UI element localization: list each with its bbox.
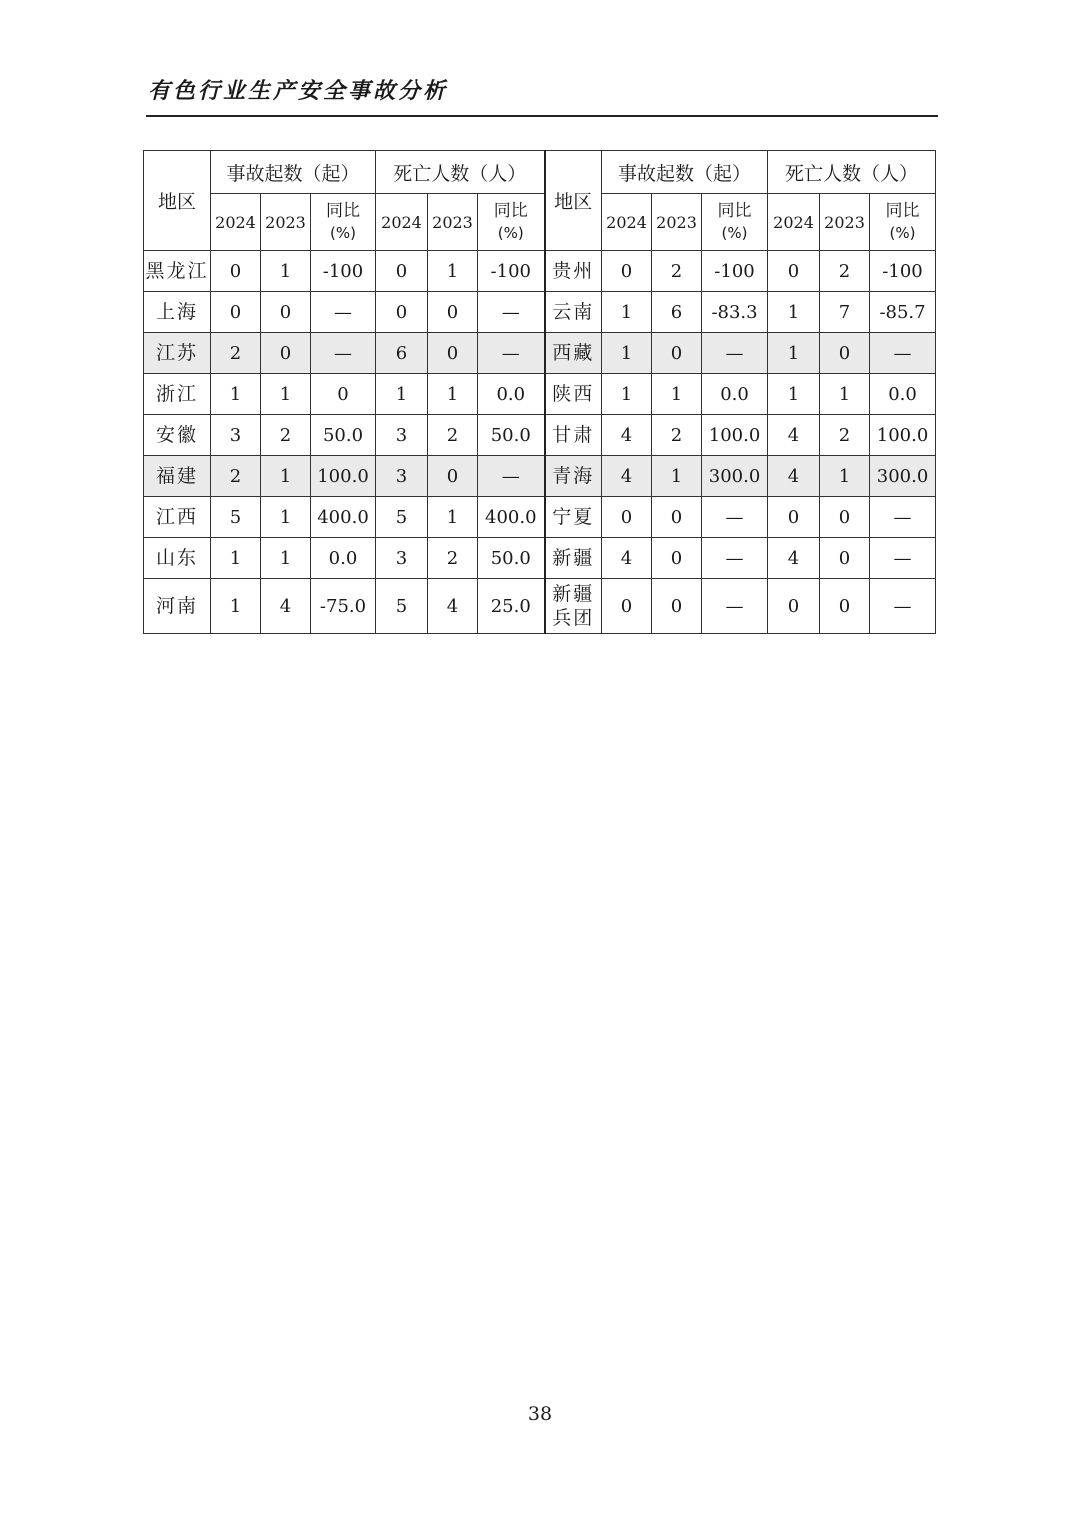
left-accidents-2023-cell: 2 bbox=[261, 415, 311, 456]
right-accidents-2024-cell: 1 bbox=[602, 374, 652, 415]
right-deaths-2024-header: 2024 bbox=[768, 194, 820, 251]
right-deaths-2024-cell: 0 bbox=[768, 251, 820, 292]
right-accidents-yoy-cell: -83.3 bbox=[702, 292, 768, 333]
left-deaths-2023-cell: 2 bbox=[428, 415, 478, 456]
right-deaths-2023-cell: 2 bbox=[820, 251, 870, 292]
left-accidents-yoy-cell: 50.0 bbox=[311, 415, 376, 456]
right-accidents-yoy-cell: — bbox=[702, 497, 768, 538]
left-region-cell: 山东 bbox=[144, 538, 211, 579]
right-region-cell: 云南 bbox=[545, 292, 602, 333]
left-accidents-2023-cell: 1 bbox=[261, 251, 311, 292]
right-deaths-2023-cell: 2 bbox=[820, 415, 870, 456]
right-region-cell: 宁夏 bbox=[545, 497, 602, 538]
right-deaths-yoy-cell: -85.7 bbox=[870, 292, 936, 333]
left-deaths-2024-cell: 0 bbox=[376, 292, 428, 333]
right-accidents-yoy-cell: — bbox=[702, 538, 768, 579]
right-accidents-yoy-cell: 300.0 bbox=[702, 456, 768, 497]
right-region-cell: 西藏 bbox=[545, 333, 602, 374]
yoy-unit: (%) bbox=[889, 224, 916, 242]
left-accidents-2024-cell: 3 bbox=[211, 415, 261, 456]
right-deaths-yoy-cell: 300.0 bbox=[870, 456, 936, 497]
left-region-cell: 河南 bbox=[144, 579, 211, 634]
left-deaths-2024-cell: 5 bbox=[376, 497, 428, 538]
left-region-header: 地区 bbox=[144, 151, 211, 251]
table-row bbox=[144, 333, 936, 374]
left-deaths-2023-cell: 1 bbox=[428, 497, 478, 538]
left-deaths-yoy-cell: — bbox=[478, 456, 545, 497]
right-accidents-yoy-cell: — bbox=[702, 579, 768, 634]
right-accidents-2024-cell: 0 bbox=[602, 251, 652, 292]
left-region-cell: 江苏 bbox=[144, 333, 211, 374]
left-accidents-yoy-cell: -75.0 bbox=[311, 579, 376, 634]
left-accidents-2023-cell: 0 bbox=[261, 333, 311, 374]
table-row bbox=[144, 415, 936, 456]
left-deaths-2024-header: 2024 bbox=[376, 194, 428, 251]
right-accidents-yoy-cell: 0.0 bbox=[702, 374, 768, 415]
table-header-row-years bbox=[144, 194, 936, 251]
left-accidents-2023-cell: 1 bbox=[261, 497, 311, 538]
right-accidents-2024-cell: 4 bbox=[602, 456, 652, 497]
left-accidents-2024-cell: 2 bbox=[211, 333, 261, 374]
right-region-cell: 新疆 bbox=[545, 538, 602, 579]
right-accidents-2024-header: 2024 bbox=[602, 194, 652, 251]
right-deaths-2023-cell: 0 bbox=[820, 333, 870, 374]
left-deaths-2023-cell: 4 bbox=[428, 579, 478, 634]
left-accidents-2024-cell: 2 bbox=[211, 456, 261, 497]
left-accidents-2023-cell: 1 bbox=[261, 374, 311, 415]
right-region-cell: 青海 bbox=[545, 456, 602, 497]
right-accidents-2023-cell: 0 bbox=[652, 497, 702, 538]
table-row bbox=[144, 456, 936, 497]
right-accidents-2023-cell: 6 bbox=[652, 292, 702, 333]
left-accidents-yoy-cell: 0.0 bbox=[311, 538, 376, 579]
left-deaths-2024-cell: 1 bbox=[376, 374, 428, 415]
right-deaths-yoy-cell: — bbox=[870, 333, 936, 374]
left-accidents-2024-cell: 0 bbox=[211, 292, 261, 333]
header-divider bbox=[146, 115, 938, 117]
table-header-row-groups bbox=[144, 151, 936, 194]
left-accidents-yoy-cell: — bbox=[311, 333, 376, 374]
left-deaths-yoy-header bbox=[478, 194, 545, 251]
left-deaths-yoy-cell: — bbox=[478, 333, 545, 374]
table-row bbox=[144, 579, 936, 634]
right-accidents-2024-cell: 0 bbox=[602, 579, 652, 634]
left-region-cell: 上海 bbox=[144, 292, 211, 333]
left-accidents-2024-cell: 1 bbox=[211, 374, 261, 415]
right-accidents-2023-cell: 0 bbox=[652, 579, 702, 634]
left-accidents-2024-cell: 5 bbox=[211, 497, 261, 538]
left-accidents-2023-cell: 0 bbox=[261, 292, 311, 333]
left-accidents-yoy-cell: -100 bbox=[311, 251, 376, 292]
yoy-label: 同比 bbox=[717, 201, 752, 221]
left-deaths-2024-cell: 3 bbox=[376, 538, 428, 579]
left-deaths-2023-header: 2023 bbox=[428, 194, 478, 251]
yoy-unit: (%) bbox=[721, 224, 748, 242]
yoy-unit: (%) bbox=[497, 224, 524, 242]
left-deaths-yoy-cell: 0.0 bbox=[478, 374, 545, 415]
left-deaths-2024-cell: 3 bbox=[376, 456, 428, 497]
right-region-cell: 新疆兵团 bbox=[545, 579, 602, 634]
yoy-label: 同比 bbox=[885, 201, 920, 221]
left-deaths-group-header: 死亡人数（人） bbox=[376, 151, 545, 194]
right-accidents-2024-cell: 1 bbox=[602, 292, 652, 333]
left-deaths-yoy-cell: 50.0 bbox=[478, 538, 545, 579]
left-accidents-yoy-cell: 400.0 bbox=[311, 497, 376, 538]
right-deaths-yoy-cell: — bbox=[870, 538, 936, 579]
right-accidents-2024-cell: 4 bbox=[602, 538, 652, 579]
right-accidents-2024-cell: 4 bbox=[602, 415, 652, 456]
left-accidents-2023-cell: 4 bbox=[261, 579, 311, 634]
left-deaths-2023-cell: 1 bbox=[428, 374, 478, 415]
left-region-cell: 福建 bbox=[144, 456, 211, 497]
page-header-title: 有色行业生产安全事故分析 bbox=[148, 78, 449, 104]
right-accidents-yoy-cell: — bbox=[702, 333, 768, 374]
left-deaths-2023-cell: 0 bbox=[428, 292, 478, 333]
left-deaths-2024-cell: 6 bbox=[376, 333, 428, 374]
right-accidents-yoy-cell: -100 bbox=[702, 251, 768, 292]
right-accidents-2023-cell: 1 bbox=[652, 374, 702, 415]
table-row bbox=[144, 497, 936, 538]
right-deaths-2023-header: 2023 bbox=[820, 194, 870, 251]
accident-statistics-table bbox=[143, 150, 936, 634]
left-deaths-2023-cell: 0 bbox=[428, 333, 478, 374]
page-number: 38 bbox=[527, 1403, 553, 1425]
right-accidents-2023-cell: 0 bbox=[652, 333, 702, 374]
left-deaths-yoy-cell: 400.0 bbox=[478, 497, 545, 538]
left-deaths-yoy-cell: -100 bbox=[478, 251, 545, 292]
left-accidents-group-header: 事故起数（起） bbox=[211, 151, 376, 194]
table-row bbox=[144, 538, 936, 579]
left-accidents-2024-header: 2024 bbox=[211, 194, 261, 251]
right-deaths-2024-cell: 4 bbox=[768, 456, 820, 497]
right-region-cell: 甘肃 bbox=[545, 415, 602, 456]
yoy-unit: (%) bbox=[330, 224, 356, 242]
left-deaths-2023-cell: 1 bbox=[428, 251, 478, 292]
right-accidents-2023-cell: 1 bbox=[652, 456, 702, 497]
left-region-cell: 浙江 bbox=[144, 374, 211, 415]
left-deaths-2024-cell: 5 bbox=[376, 579, 428, 634]
table-row bbox=[144, 374, 936, 415]
right-accidents-2024-cell: 0 bbox=[602, 497, 652, 538]
right-deaths-2024-cell: 4 bbox=[768, 538, 820, 579]
left-deaths-yoy-cell: 50.0 bbox=[478, 415, 545, 456]
left-accidents-yoy-cell: 0 bbox=[311, 374, 376, 415]
right-deaths-2023-cell: 0 bbox=[820, 497, 870, 538]
left-deaths-yoy-cell: — bbox=[478, 292, 545, 333]
left-deaths-2024-cell: 3 bbox=[376, 415, 428, 456]
right-deaths-2024-cell: 0 bbox=[768, 579, 820, 634]
right-deaths-2024-cell: 4 bbox=[768, 415, 820, 456]
left-accidents-2023-cell: 1 bbox=[261, 538, 311, 579]
right-accidents-2023-cell: 2 bbox=[652, 251, 702, 292]
right-deaths-2023-cell: 0 bbox=[820, 538, 870, 579]
right-deaths-yoy-cell: 100.0 bbox=[870, 415, 936, 456]
table-row bbox=[144, 292, 936, 333]
right-deaths-yoy-cell: — bbox=[870, 497, 936, 538]
right-region-header: 地区 bbox=[545, 151, 602, 251]
left-accidents-2023-header: 2023 bbox=[261, 194, 311, 251]
left-accidents-2023-cell: 1 bbox=[261, 456, 311, 497]
right-deaths-yoy-cell: 0.0 bbox=[870, 374, 936, 415]
right-region-cell: 陕西 bbox=[545, 374, 602, 415]
left-accidents-2024-cell: 1 bbox=[211, 538, 261, 579]
right-deaths-2023-cell: 0 bbox=[820, 579, 870, 634]
left-deaths-2024-cell: 0 bbox=[376, 251, 428, 292]
right-accidents-yoy-cell: 100.0 bbox=[702, 415, 768, 456]
right-deaths-2023-cell: 1 bbox=[820, 456, 870, 497]
right-accidents-2023-cell: 0 bbox=[652, 538, 702, 579]
left-deaths-2023-cell: 2 bbox=[428, 538, 478, 579]
left-region-cell: 安徽 bbox=[144, 415, 211, 456]
right-accidents-2024-cell: 1 bbox=[602, 333, 652, 374]
yoy-label: 同比 bbox=[493, 201, 528, 221]
right-deaths-2023-cell: 1 bbox=[820, 374, 870, 415]
table-row bbox=[144, 251, 936, 292]
left-region-cell: 江西 bbox=[144, 497, 211, 538]
right-deaths-yoy-header bbox=[870, 194, 936, 251]
left-accidents-2024-cell: 1 bbox=[211, 579, 261, 634]
right-deaths-2024-cell: 1 bbox=[768, 374, 820, 415]
right-deaths-2024-cell: 1 bbox=[768, 333, 820, 374]
right-deaths-yoy-cell: -100 bbox=[870, 251, 936, 292]
right-accidents-yoy-header bbox=[702, 194, 768, 251]
left-region-cell: 黑龙江 bbox=[144, 251, 211, 292]
left-accidents-yoy-cell: 100.0 bbox=[311, 456, 376, 497]
right-accidents-2023-cell: 2 bbox=[652, 415, 702, 456]
yoy-label: 同比 bbox=[326, 201, 360, 221]
right-accidents-2023-header: 2023 bbox=[652, 194, 702, 251]
right-deaths-2023-cell: 7 bbox=[820, 292, 870, 333]
right-deaths-group-header: 死亡人数（人） bbox=[768, 151, 936, 194]
left-deaths-yoy-cell: 25.0 bbox=[478, 579, 545, 634]
right-accidents-group-header: 事故起数（起） bbox=[602, 151, 768, 194]
right-deaths-2024-cell: 1 bbox=[768, 292, 820, 333]
right-deaths-2024-cell: 0 bbox=[768, 497, 820, 538]
right-deaths-yoy-cell: — bbox=[870, 579, 936, 634]
left-accidents-yoy-cell: — bbox=[311, 292, 376, 333]
left-deaths-2023-cell: 0 bbox=[428, 456, 478, 497]
left-accidents-yoy-header bbox=[311, 194, 376, 251]
right-region-cell: 贵州 bbox=[545, 251, 602, 292]
left-accidents-2024-cell: 0 bbox=[211, 251, 261, 292]
